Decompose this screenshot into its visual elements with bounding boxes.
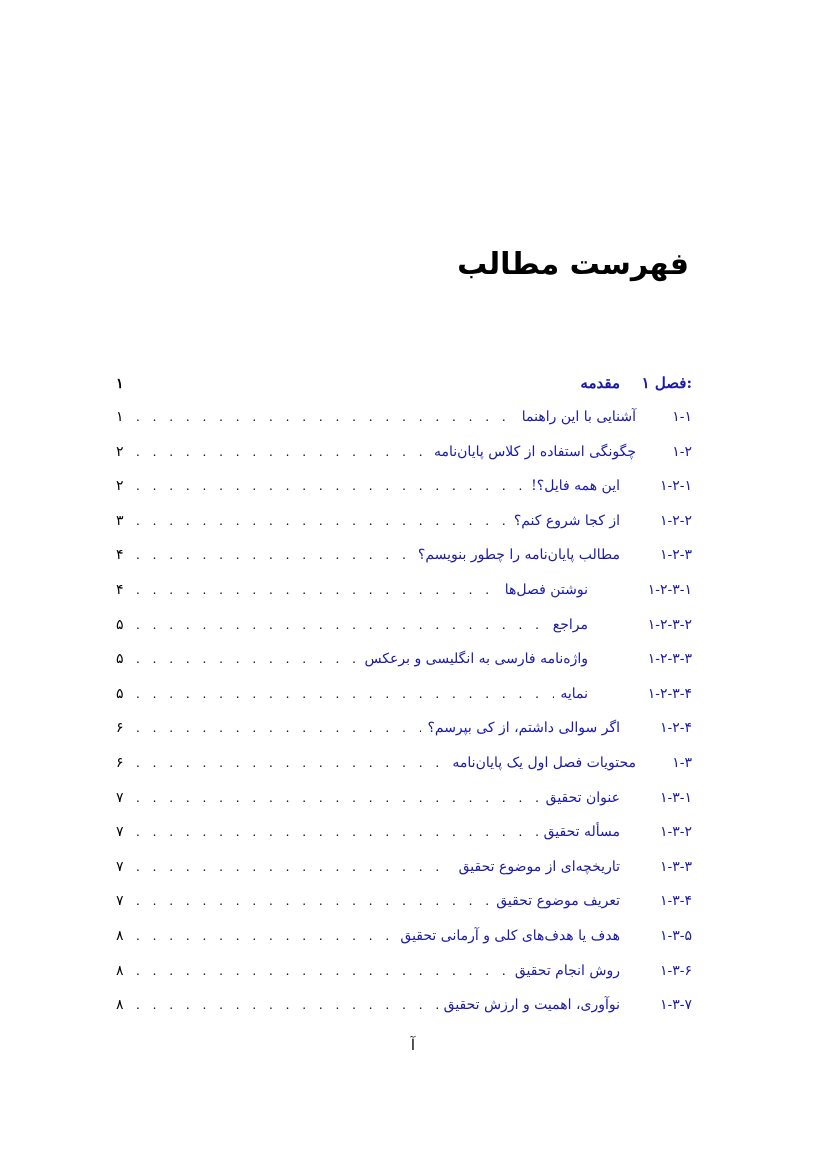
toc-label: مراجع [552,616,588,633]
toc-row [116,504,692,539]
toc-leader-dots [136,538,412,573]
toc-number: فصل ۱: [641,374,692,392]
toc-label: نمایه [560,685,588,702]
toc-label: مسأله تحقیق [543,824,620,841]
toc-number: ۱-۳ [672,754,692,771]
toc-number: ۱-۳-۵ [659,927,692,944]
toc-leader-dots [136,919,394,954]
toc-leader-dots [136,746,446,781]
toc-row [116,573,692,608]
toc-page-number: ۵ [116,651,124,668]
toc-link[interactable] [444,988,692,1023]
toc-link[interactable] [546,781,692,816]
toc-title: فهرست مطالب [457,247,689,282]
toc-row [116,954,692,989]
toc-leader-dots [136,469,525,504]
toc-label: چگونگی استفاده از کلاس پایان‌نامه [433,443,636,460]
toc-number: ۱-۳-۳ [659,858,692,875]
toc-link[interactable] [505,573,692,608]
toc-number: ۱-۲-۴ [659,720,692,737]
toc-row [116,400,692,435]
toc-page-number: ۲ [116,478,124,495]
toc-row [116,815,692,850]
toc-link[interactable] [434,435,692,470]
toc-number: ۱-۲-۳-۴ [647,685,692,702]
toc-number: ۱-۲ [672,443,692,460]
toc-link[interactable] [418,538,692,573]
toc-label: آشنایی با این راهنما [521,409,636,425]
toc-row [116,608,692,643]
toc-row [116,711,692,746]
toc-row [116,919,692,954]
toc-leader-dots [136,850,453,885]
toc-label: تاریخچه‌ای از موضوع تحقیق [458,858,620,875]
toc-leader-dots [136,573,499,608]
toc-link[interactable] [459,850,692,885]
toc-page-number: ۶ [116,754,124,771]
toc-leader-dots [136,677,554,712]
toc-label: مقدمه [580,374,620,392]
toc-page-number: ۷ [116,858,124,875]
toc-leader-dots [136,815,538,850]
toc-page-number: ۶ [116,720,124,737]
toc-row [116,435,692,470]
toc-label: روش انجام تحقیق [514,962,620,979]
toc-leader-dots [136,400,516,435]
toc-page-number: ۵ [116,616,124,633]
toc-page-number: ۷ [116,789,124,806]
toc-number: ۱-۱ [672,409,692,425]
toc-list [116,366,692,1023]
toc-link[interactable] [531,469,692,504]
toc-label: نوآوری، اهمیت و ارزش تحقیق [443,997,620,1014]
toc-page-number: ۱ [116,409,124,425]
toc-link[interactable] [514,504,692,539]
toc-row [116,884,692,919]
toc-label: اگر سوالی داشتم، از کی بپرسم؟ [427,720,620,737]
toc-number: ۱-۳-۷ [659,997,692,1014]
toc-label: نوشتن فصل‌ها [504,581,588,598]
toc-link[interactable] [522,400,692,435]
toc-page-number: ۸ [116,962,124,979]
toc-page-number: ۷ [116,824,124,841]
toc-number: ۱-۲-۳ [659,547,692,564]
toc-link[interactable] [496,884,692,919]
toc-row [116,746,692,781]
toc-page-number: ۱ [116,376,124,392]
toc-page-number: ۸ [116,997,124,1014]
toc-label: محتویات فصل اول یک پایان‌نامه [452,754,636,771]
toc-number: ۱-۲-۳-۲ [647,616,692,633]
toc-leader-dots [136,642,358,677]
toc-link-chapter-1[interactable] [580,366,692,401]
toc-label: از کجا شروع کنم؟ [513,512,620,529]
toc-row [116,469,692,504]
toc-leader-dots [136,435,428,470]
toc-label: واژه‌نامه فارسی به انگلیسی و برعکس [364,651,588,668]
toc-chapter-row [116,366,692,400]
toc-leader-dots [136,954,509,989]
toc-leader-dots [136,884,490,919]
toc-number: ۱-۲-۲ [659,512,692,529]
toc-leader-dots [136,781,540,816]
toc-label: هدف یا هدف‌های کلی و آرمانی تحقیق [400,927,620,944]
toc-row [116,677,692,712]
toc-page-number: ۴ [116,581,124,598]
toc-leader-dots [136,608,547,643]
toc-row [116,781,692,816]
toc-link[interactable] [452,746,692,781]
toc-link[interactable] [544,815,692,850]
toc-label: تعریف موضوع تحقیق [496,893,620,910]
toc-row [116,642,692,677]
toc-row [116,538,692,573]
toc-label: عنوان تحقیق [545,789,620,806]
toc-number: ۱-۳-۶ [659,962,692,979]
toc-leader-dots [136,988,438,1023]
toc-link[interactable] [560,677,692,712]
footer-page-number: آ [410,1036,416,1054]
toc-number: ۱-۲-۳-۱ [647,581,692,598]
toc-link[interactable] [553,608,692,643]
toc-link[interactable] [400,919,692,954]
toc-number: ۱-۲-۱ [659,478,692,495]
toc-leader-dots [136,711,421,746]
toc-page-number: ۴ [116,547,124,564]
toc-page-number: ۸ [116,927,124,944]
toc-leader-dots [136,504,508,539]
toc-label: این همه فایل؟! [531,478,620,495]
toc-page-number: ۷ [116,893,124,910]
toc-number: ۱-۲-۳-۳ [647,651,692,668]
toc-row [116,850,692,885]
toc-label: مطالب پایان‌نامه را چطور بنویسم؟ [417,547,620,564]
toc-page-number: ۲ [116,443,124,460]
toc-number: ۱-۳-۴ [659,893,692,910]
toc-link[interactable] [364,642,692,677]
toc-link[interactable] [515,954,692,989]
toc-row [116,988,692,1023]
toc-page-number: ۳ [116,512,124,529]
toc-page-number: ۵ [116,685,124,702]
toc-link[interactable] [427,711,692,746]
toc-number: ۱-۳-۱ [659,789,692,806]
toc-number: ۱-۳-۲ [659,824,692,841]
